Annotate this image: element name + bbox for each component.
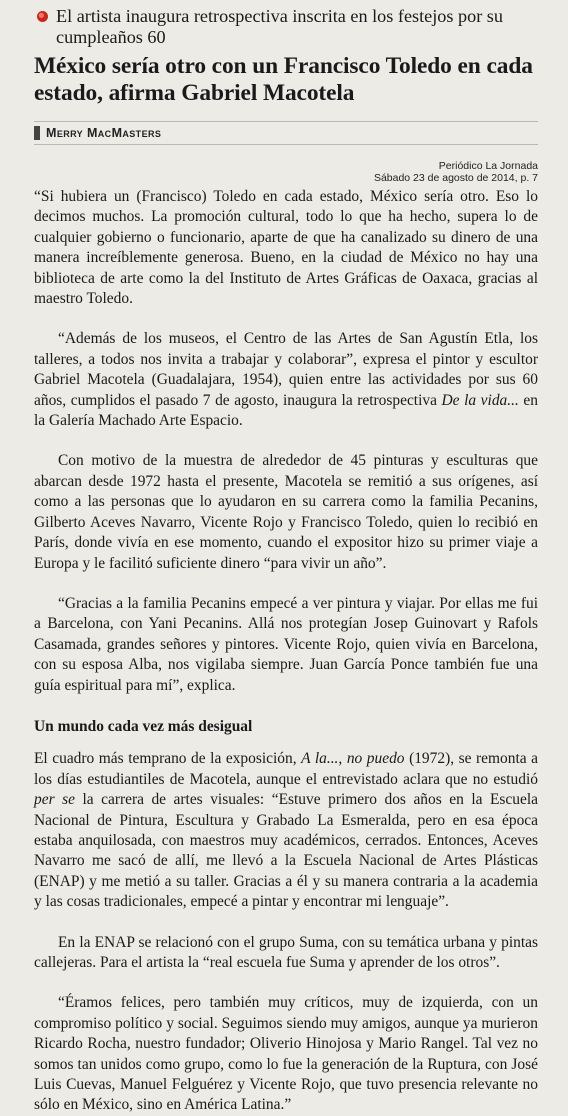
latin-phrase: per se bbox=[34, 791, 75, 809]
paragraph-2-text-c: en la Galería Machado Arte Espacio. bbox=[34, 391, 538, 430]
paragraph-2 bbox=[34, 329, 538, 431]
kicker bbox=[34, 6, 538, 48]
section-subhead: Un mundo cada vez más desigual bbox=[34, 717, 253, 735]
paragraph-6: En la ENAP se relacionó con el grupo Suma, con su temática urbana y pintas callejeras. Para el artista la “real escuela fue Suma y aprender de los otros”. bbox=[34, 933, 538, 971]
source-info bbox=[34, 160, 538, 184]
artwork-title: A la..., no puedo bbox=[301, 750, 405, 768]
article-body bbox=[34, 187, 538, 1116]
paragraph-5-text-a: El cuadro más temprano de la exposición, bbox=[34, 750, 302, 768]
paragraph-2-text-a: “Además de los museos, el Centro de las Artes de San Agustín Etla, los talleres, a todos nos invita a trabajar y colaborar”, expresa el pintor y escultor Gabriel Macotela (Guadalajara, 1954), quien entre las actividades por sus 60 años, cumplidos el pasado 7 de agosto, inaugura la retrospectiva bbox=[34, 330, 538, 409]
paragraph-5 bbox=[34, 749, 538, 912]
paragraph-5-text-c: (1972), se remonta a los días estudiantiles de Macotela, aunque el entrevistado aclara que no estudió bbox=[34, 750, 539, 788]
byline-author: Merry MacMasters bbox=[46, 126, 162, 140]
byline bbox=[34, 121, 538, 145]
kicker-text: El artista inaugura retrospectiva inscrita en los festejos por su cumpleaños 60 bbox=[56, 6, 503, 47]
work-title: De la vida... bbox=[441, 391, 519, 409]
headline: México sería otro con un Francisco Toledo en cada estado, afirma Gabriel Macotela bbox=[34, 53, 533, 106]
paragraph-5-text-e: la carrera de artes visuales: “Estuve primero dos años en la Escuela Nacional de Pintura, Escultura y Grabado La Esmeralda, pero en esa época estaba anquilosada, con maestros muy académicos, cerrados. Entonces, Aceves Navarro me sacó de allí, me llevó a la Escuela Nacional de Artes Plásticas (ENAP) y me metió a su taller. Gracias a él y su manera contraria a la academia y las cosas tradicionales, empecé a pintar y encontrar mi lenguaje”. bbox=[34, 791, 538, 911]
paragraph-4: “Gracias a la familia Pecanins empecé a ver pintura y viajar. Por ellas me fui a Barcelona, con Yani Pecanins. Allá nos protegían Josep Guinovart y Rafols Casamada, grandes señores y pintores. Vicente Rojo, quien vivía en Barcelona, con su esposa Alba, nos vigilaba siempre. Juan García Ponce también fue una guía espiritual para mí”, explica. bbox=[34, 594, 538, 694]
paragraph-7: “Éramos felices, pero también muy críticos, muy de izquierda, con un compromiso político y social. Seguimos siendo muy amigos, aunque ya murieron Ricardo Rocha, nuestro fundador; Oliverio Hinojosa y Mario Rangel. Tal vez no somos tan unidos como grupo, como lo fue la generación de la Ruptura, con José Luis Cuevas, Manuel Felguérez y Vicente Rojo, que tuvo presencia relevante no sólo en México, sino en América Latina.” bbox=[34, 994, 538, 1114]
bullet-circle-icon bbox=[37, 11, 48, 22]
bar-marker-icon bbox=[34, 126, 40, 140]
paragraph-3: Con motivo de la muestra de alrededor de 45 pinturas y esculturas que abarcan desde 1972 hasta el presente, Macotela se remitió a sus orígenes, así como a las personas que lo ayudaron en su carrera como la familia Pecanins, Gilberto Aceves Navarro, Vicente Rojo y Francisco Toledo, quien lo recibió en París, donde vivía en ese momento, cuando el expositor hizo su primer viaje a Europa y le facilitó suficiente dinero “para vivir un año”. bbox=[34, 452, 538, 572]
source-date: Sábado 23 de agosto de 2014, p. 7 bbox=[373, 172, 538, 184]
paragraph-1: “Si hubiera un (Francisco) Toledo en cada estado, México sería otro. Eso lo decimos muchos. La promoción cultural, todo lo que ha hecho, supera lo de cualquier gobierno o funcionario, aparte de que ha canalizado su dinero de una manera increíblemente generosa. Bueno, en la ciudad de México no hay una biblioteca de arte como la del Instituto de Artes Gráficas de Oaxaca, gracias al maestro Toledo. bbox=[34, 188, 538, 308]
source-publication: Periódico La Jornada bbox=[438, 160, 538, 172]
